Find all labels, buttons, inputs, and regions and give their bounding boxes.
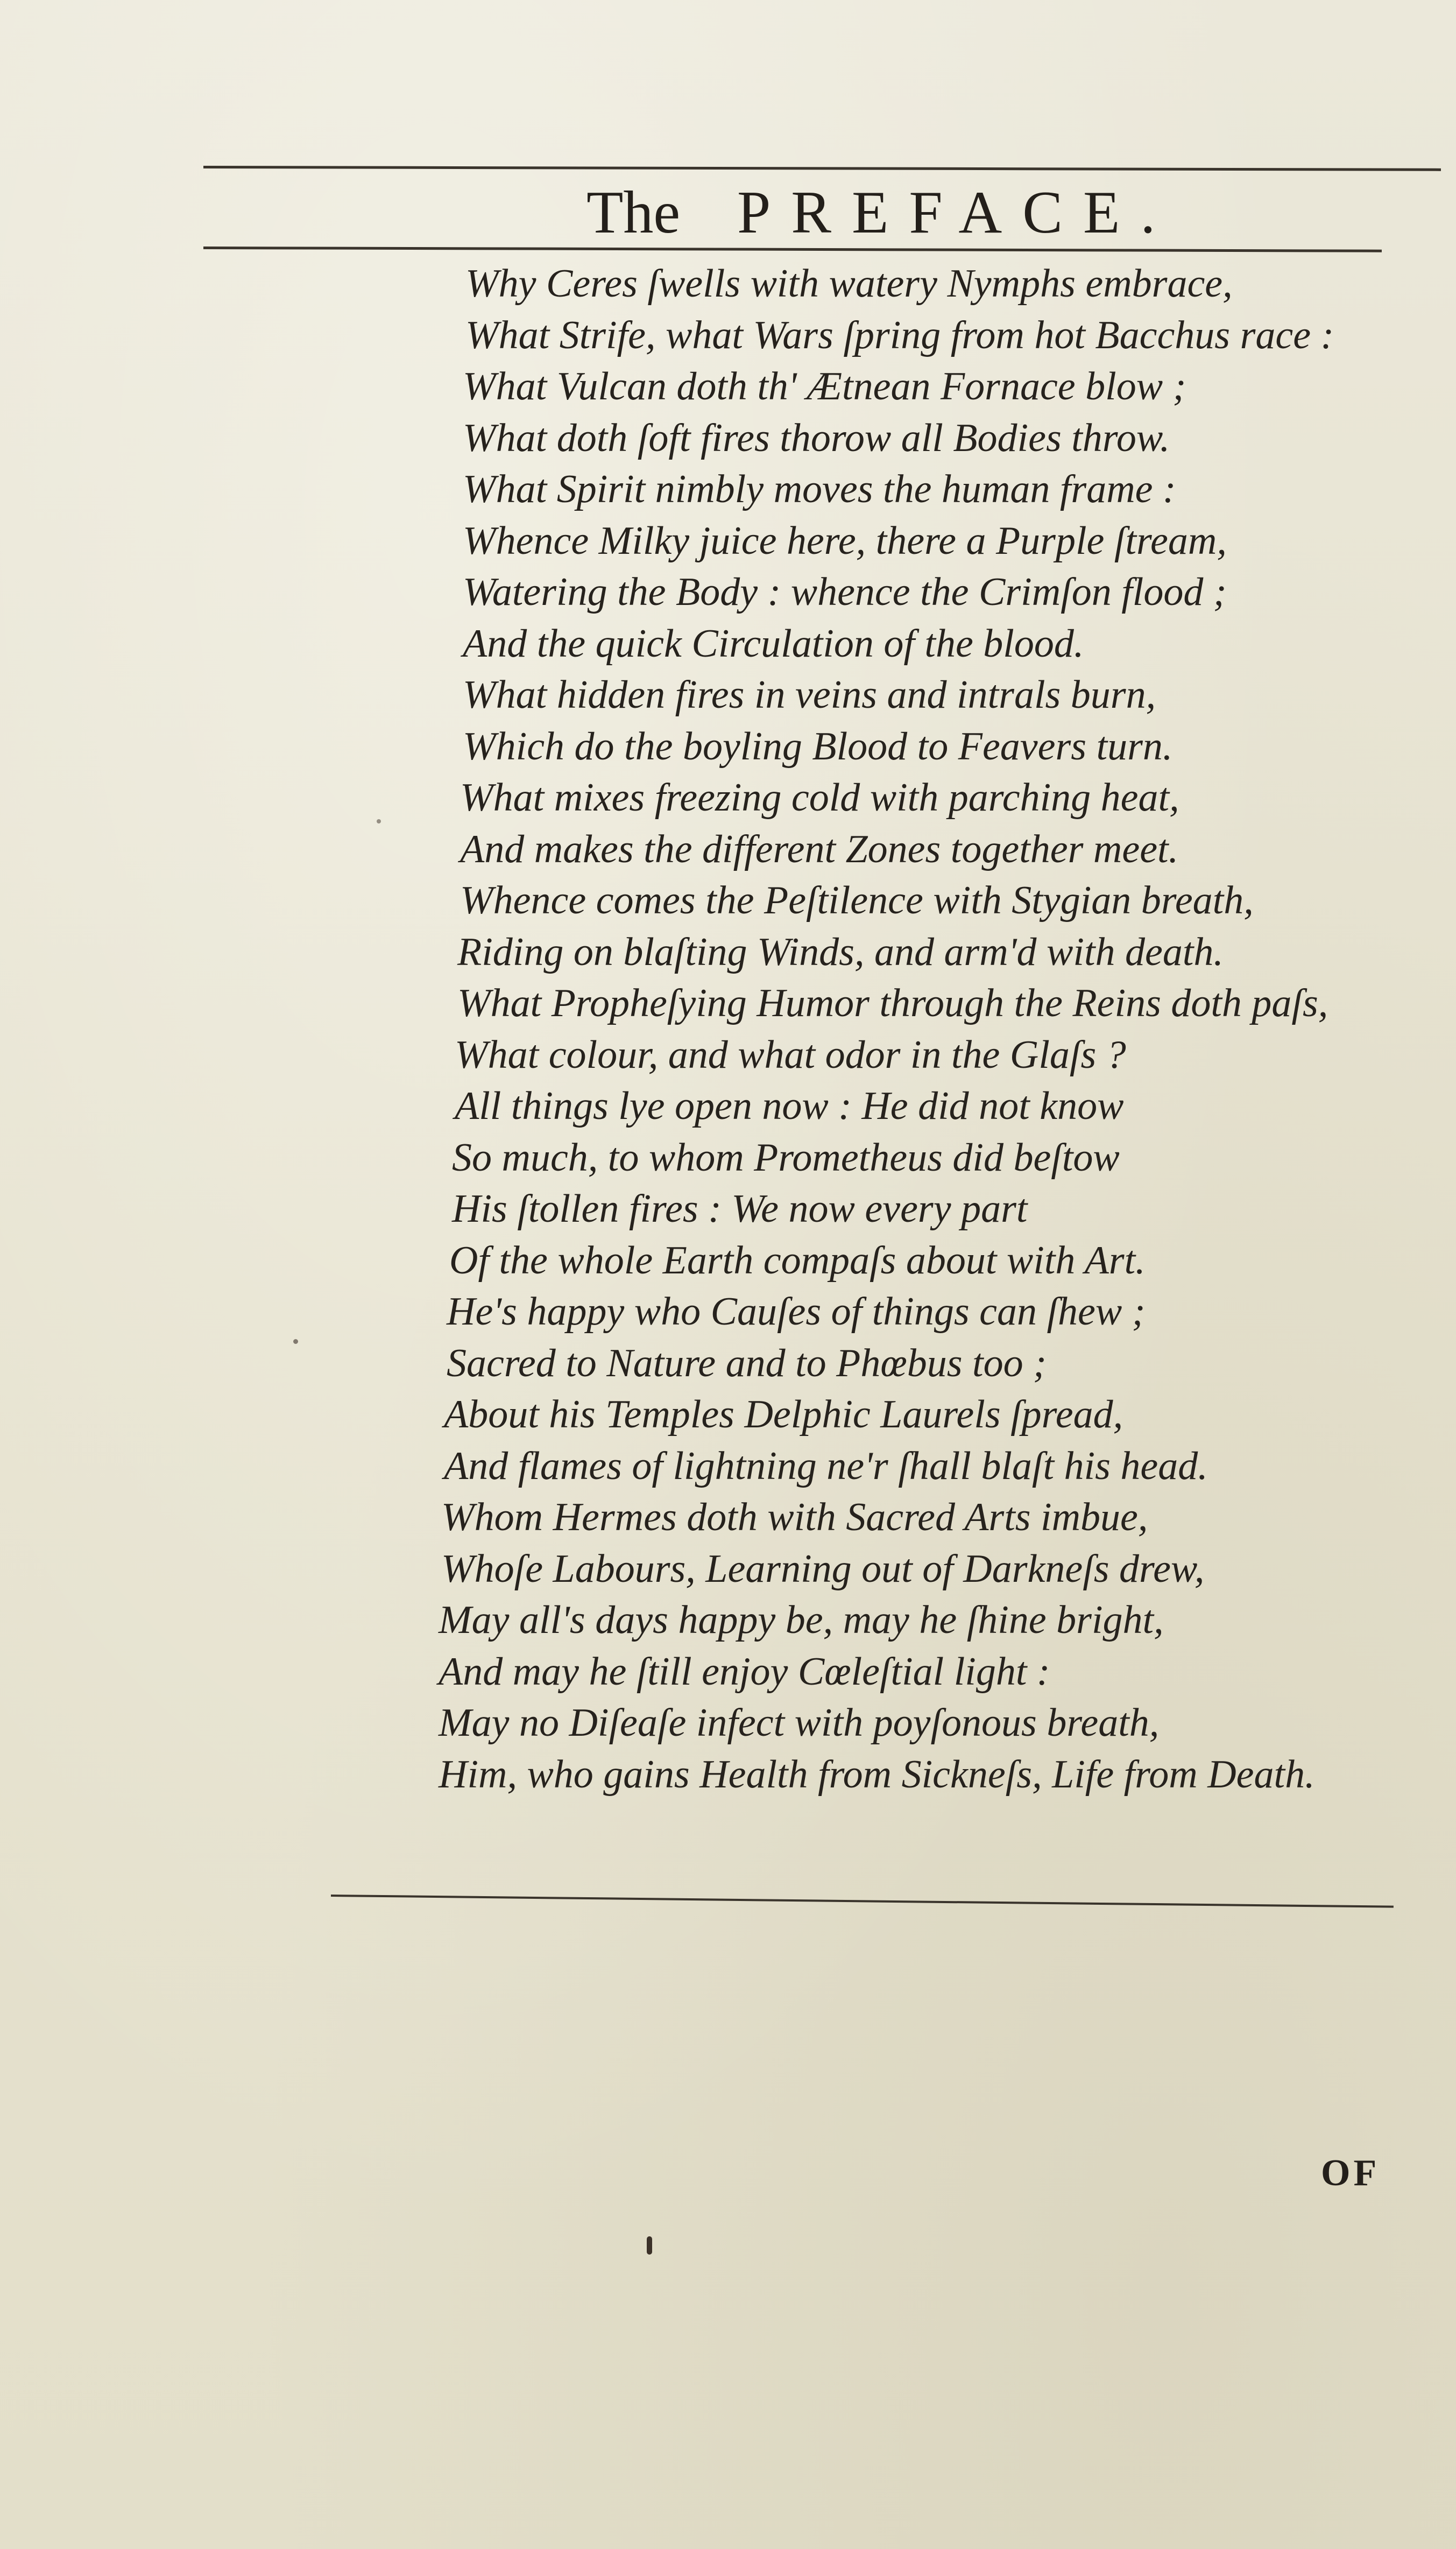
poem-line: What hidden fires in veins and intrals burn, [463,673,1156,717]
poem-line: What Vulcan doth th' Ætnean Fornace blow ; [463,364,1186,409]
poem-text [439,258,1439,1800]
header-top-rule [203,166,1441,171]
poem-line: He's happy who Cauſes of things can ſhew ; [447,1290,1146,1334]
poem-line: Watering the Body : whence the Crimſon flood ; [463,570,1227,614]
header-title: PREFACE. [737,179,1176,246]
poem-line: Whence comes the Peſtilence with Stygian breath, [460,878,1254,923]
footer-rule [331,1895,1394,1908]
poem-line: So much, to whom Prometheus did beſtow [452,1135,1120,1180]
page-header [204,172,1281,253]
poem-line: What Strife, what Wars ſpring from hot Bacchus race : [465,313,1334,357]
ink-speck [293,1339,298,1344]
poem-line: Him, who gains Health from Sickneſs, Life from Death. [439,1752,1315,1797]
poem-line: And makes the different Zones together meet. [460,827,1179,871]
poem-line: May all's days happy be, may he ſhine bright, [439,1598,1164,1642]
poem-line: Why Ceres ſwells with watery Nymphs embrace, [465,262,1233,306]
poem-line: About his Temples Delphic Laurels ſpread, [444,1392,1123,1437]
poem-line: May no Diſeaſe infect with poyſonous breath, [439,1701,1160,1745]
poem-line: And flames of lightning ne'r ſhall blaſt his head. [444,1444,1208,1488]
poem-line: And may he ſtill enjoy Cœleſtial light : [439,1649,1050,1694]
poem-line: What Spirit nimbly moves the human frame : [463,467,1176,511]
poem-line: His ſtollen fires : We now every part [452,1187,1028,1231]
poem-line: Of the whole Earth compaſs about with Art. [449,1238,1146,1283]
poem-line: Whom Hermes doth with Sacred Arts imbue, [441,1495,1148,1539]
poem-line: Whoſe Labours, Learning out of Darkneſs drew, [441,1546,1205,1591]
poem-line: What mixes freezing cold with parching heat, [460,776,1179,820]
poem-line: What doth ſoft fires thorow all Bodies throw. [463,416,1170,460]
poem-line: Riding on blaſting Winds, and arm'd with death. [457,930,1224,974]
poem-line: All things lye open now : He did not know [455,1084,1124,1128]
poem-line: What colour, and what odor in the Glaſs ? [455,1032,1126,1077]
catchword: OF [1321,2152,1380,2194]
header-the: The [586,179,681,246]
poem-line: Sacred to Nature and to Phœbus too ; [447,1341,1047,1385]
ink-speck [647,2236,652,2255]
poem-line: What Propheſying Humor through the Reins doth paſs, [457,981,1328,1025]
ink-speck [377,819,381,823]
poem-line: Whence Milky juice here, there a Purple ſtream, [463,518,1227,563]
poem-line: Which do the boyling Blood to Feavers turn. [463,724,1173,769]
poem-line: And the quick Circulation of the blood. [463,621,1084,666]
